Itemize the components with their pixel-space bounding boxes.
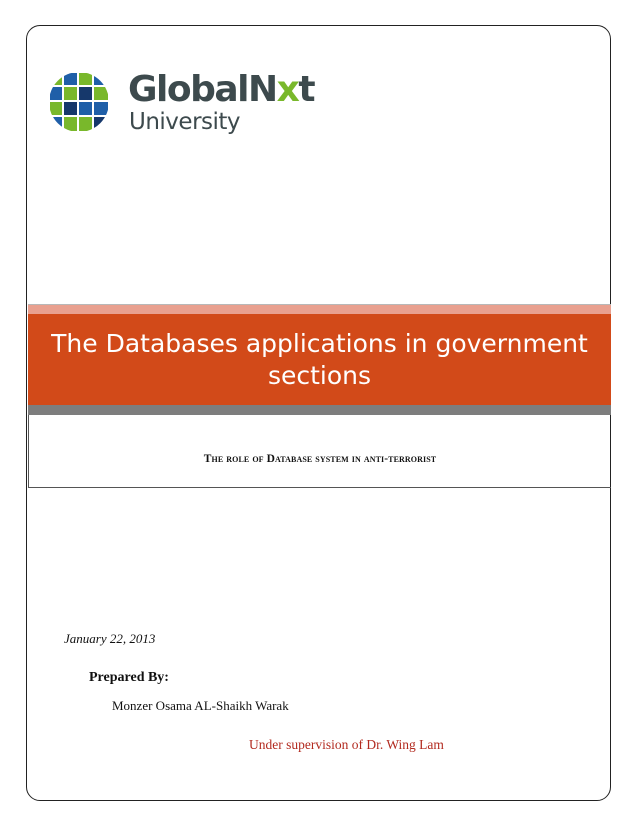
prepared-by-label: Prepared By:: [89, 670, 169, 685]
globe-logo-icon: [48, 71, 110, 133]
logo-subtitle: University: [129, 109, 241, 135]
band-bottom-stripe: [28, 405, 611, 415]
band-top-stripe: [28, 304, 611, 314]
title-band: [28, 304, 611, 415]
document-subtitle: The role of Database system in anti-terrorist: [203, 453, 437, 465]
document-date: January 22, 2013: [64, 631, 156, 646]
subtitle-box: [28, 415, 611, 488]
author-name: Monzer Osama AL-Shaikh Warak: [112, 698, 289, 713]
supervision-note: Under supervision of Dr. Wing Lam: [249, 737, 444, 752]
band-main: [28, 314, 611, 405]
university-logo: [48, 68, 318, 140]
logo-wordmark: GlobalNxt: [128, 69, 315, 110]
document-title: The Databases applications in government sections: [51, 328, 588, 390]
